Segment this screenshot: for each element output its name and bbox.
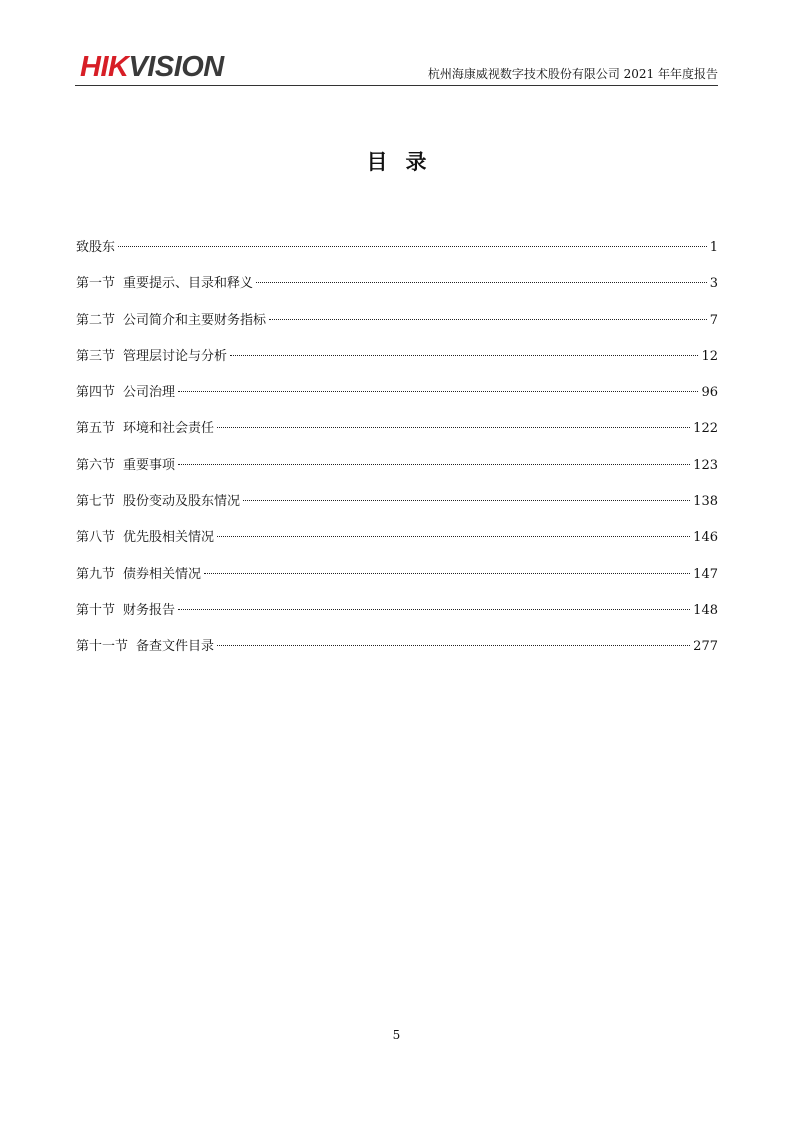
toc-dot-leader bbox=[178, 391, 698, 392]
toc-entry-label bbox=[76, 237, 115, 259]
toc-entry-section: 第三节 bbox=[76, 348, 116, 364]
page-header bbox=[75, 50, 718, 87]
toc-entry-label bbox=[76, 346, 227, 368]
toc-entry-label bbox=[76, 527, 214, 549]
logo-hik-text: HIK bbox=[80, 51, 129, 83]
toc-entry-page: 1 bbox=[709, 240, 718, 255]
toc-entry-page: 138 bbox=[693, 494, 718, 510]
toc-dot-leader bbox=[217, 536, 690, 537]
page-number: 5 bbox=[392, 1028, 401, 1042]
toc-dot-leader bbox=[204, 573, 690, 574]
toc-entry-label bbox=[76, 491, 240, 513]
toc-entry-label bbox=[76, 636, 214, 658]
toc-entry-label bbox=[76, 455, 175, 477]
toc-entry-page: 148 bbox=[693, 602, 718, 618]
logo-vision-text: VISION bbox=[128, 51, 224, 83]
toc-entry-page: 147 bbox=[693, 566, 718, 582]
toc-entry-section-6[interactable] bbox=[76, 455, 718, 491]
toc-entry-section-3[interactable] bbox=[76, 346, 718, 382]
toc-entry-title: 管理层讨论与分析 bbox=[123, 348, 228, 364]
toc-entry-section-9[interactable] bbox=[76, 564, 718, 600]
toc-entry-page: 123 bbox=[693, 457, 718, 473]
toc-entry-title: 债券相关情况 bbox=[123, 566, 202, 582]
toc-entry-section: 第十节 bbox=[76, 602, 116, 618]
toc-entry-section-8[interactable] bbox=[76, 527, 718, 563]
toc-entry-label bbox=[76, 382, 175, 404]
header-title: 杭州海康威视数字技术股份有限公司 2021 年年度报告 bbox=[427, 67, 718, 81]
toc-dot-leader bbox=[243, 500, 690, 501]
toc-entry-section-5[interactable] bbox=[76, 418, 718, 454]
toc-entry-page: 96 bbox=[701, 385, 718, 401]
toc-entry-section: 第四节 bbox=[76, 385, 116, 401]
toc-entry-section-4[interactable] bbox=[76, 382, 718, 418]
toc-dot-leader bbox=[178, 464, 690, 465]
toc-dot-leader bbox=[230, 355, 698, 356]
toc-entry-title: 备查文件目录 bbox=[136, 639, 215, 655]
toc-dot-leader bbox=[217, 645, 690, 646]
toc-entry-section: 第七节 bbox=[76, 494, 116, 510]
toc-entry-page: 3 bbox=[709, 276, 718, 292]
toc-entry-section-11[interactable] bbox=[76, 636, 718, 672]
toc-dot-leader bbox=[118, 246, 707, 247]
toc-entry-page: 7 bbox=[709, 312, 718, 328]
toc-entry-title: 重要提示、目录和释义 bbox=[123, 276, 254, 292]
toc-entry-title: 公司治理 bbox=[123, 385, 176, 401]
toc-dot-leader bbox=[217, 427, 690, 428]
toc-entry-page: 277 bbox=[693, 639, 718, 655]
toc-entry-section: 第九节 bbox=[76, 566, 116, 582]
toc-entry-section: 第八节 bbox=[76, 530, 116, 546]
toc-entry-section: 第二节 bbox=[76, 312, 116, 328]
toc-entry-title: 财务报告 bbox=[123, 602, 176, 618]
toc-entry-title: 重要事项 bbox=[123, 457, 176, 473]
hikvision-logo bbox=[80, 50, 224, 84]
toc-entry-section: 第一节 bbox=[76, 276, 116, 292]
toc-entry-section-10[interactable] bbox=[76, 600, 718, 636]
toc-entry-title: 优先股相关情况 bbox=[123, 530, 215, 546]
toc-dot-leader bbox=[178, 609, 690, 610]
header-divider bbox=[75, 85, 718, 86]
toc-entry-section: 第五节 bbox=[76, 421, 116, 437]
toc-entry-label bbox=[76, 418, 214, 440]
toc-entry-section-1[interactable] bbox=[76, 273, 718, 309]
toc-entry-page: 122 bbox=[693, 421, 718, 437]
toc-title: 目录 bbox=[366, 149, 445, 174]
toc-entry-label bbox=[76, 310, 266, 332]
toc-entry-section-2[interactable] bbox=[76, 310, 718, 346]
toc-entry-page: 146 bbox=[693, 530, 718, 546]
toc-entry-label bbox=[76, 273, 253, 295]
toc-entry-title: 环境和社会责任 bbox=[123, 421, 215, 437]
table-of-contents bbox=[76, 237, 718, 673]
toc-entry-section-7[interactable] bbox=[76, 491, 718, 527]
toc-dot-leader bbox=[256, 282, 707, 283]
toc-entry-to-shareholders[interactable] bbox=[76, 237, 718, 273]
toc-entry-label bbox=[76, 600, 175, 622]
toc-entry-title: 股份变动及股东情况 bbox=[123, 494, 241, 510]
toc-entry-title: 公司简介和主要财务指标 bbox=[123, 312, 267, 328]
toc-entry-page: 12 bbox=[701, 348, 718, 364]
toc-entry-section: 第十一节 bbox=[76, 639, 129, 655]
toc-entry-label bbox=[76, 564, 201, 586]
toc-entry-section: 第六节 bbox=[76, 457, 116, 473]
toc-dot-leader bbox=[269, 319, 707, 320]
toc-entry-title: 致股东 bbox=[76, 240, 116, 255]
